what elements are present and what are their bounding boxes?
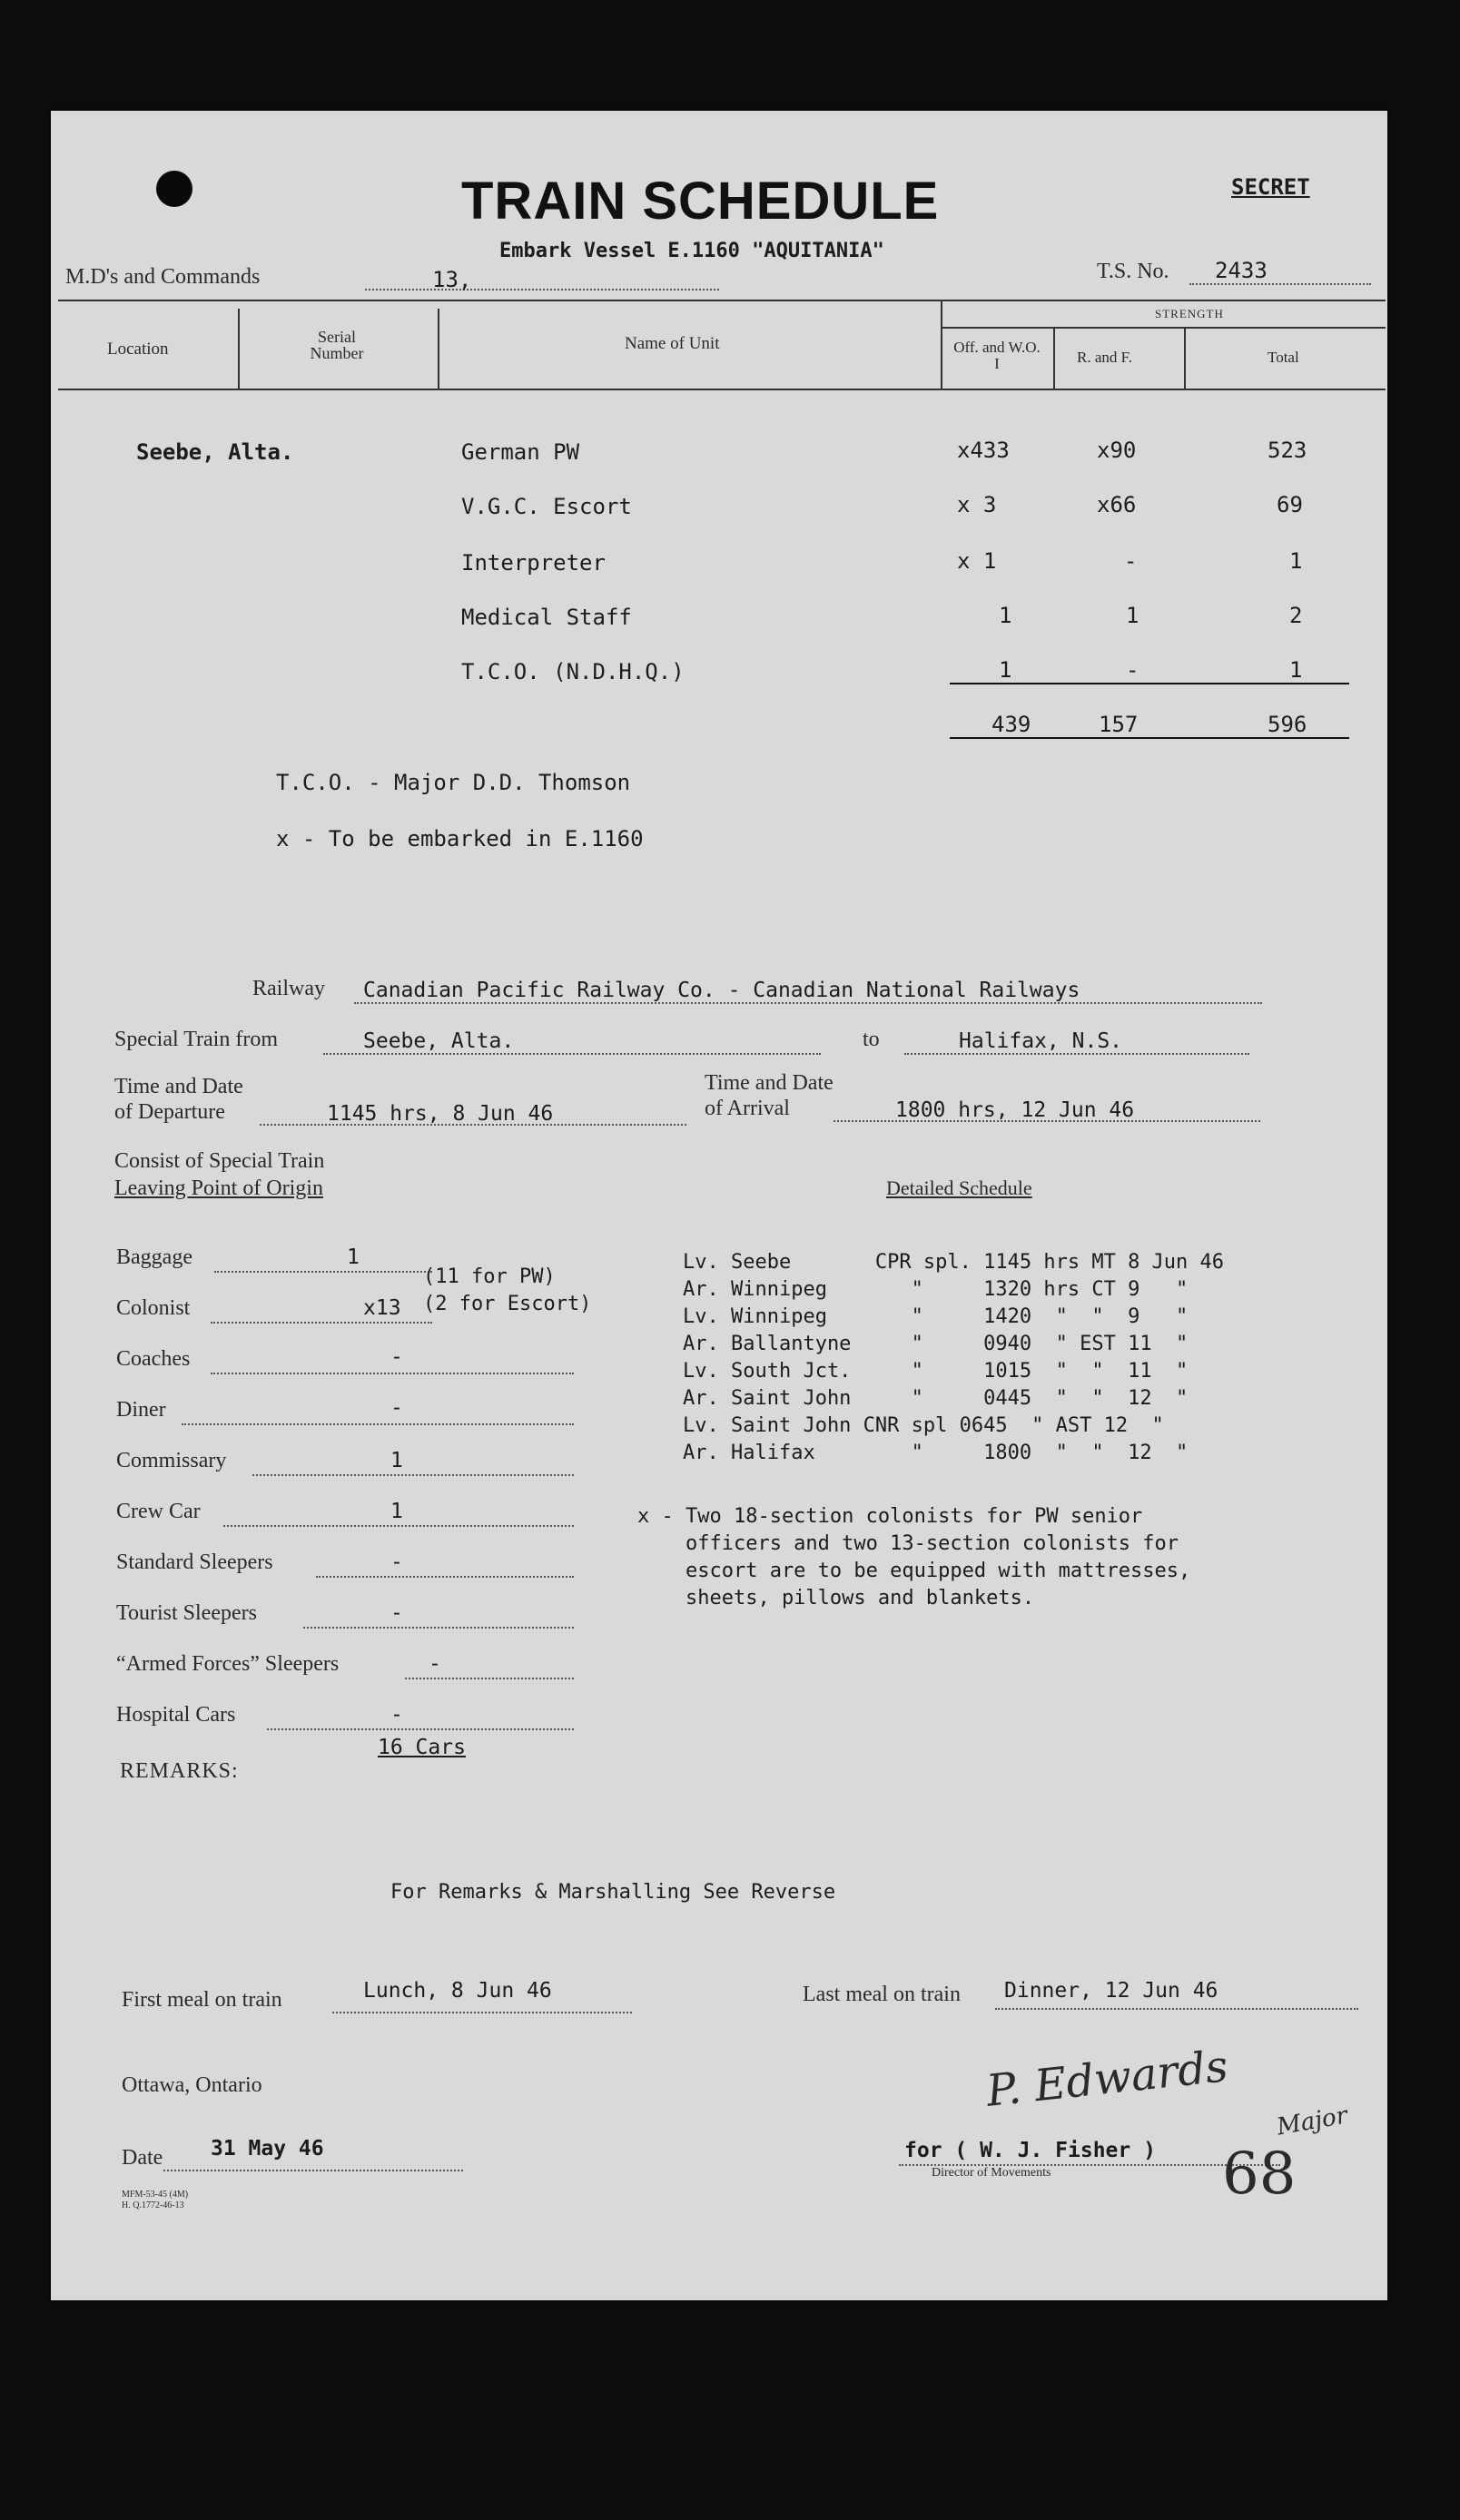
- table-cell: 2: [1289, 603, 1303, 628]
- page-title: TRAIN SCHEDULE: [461, 172, 940, 231]
- to-label: to: [863, 1028, 880, 1051]
- footnote-line: officers and two 13-section colonists for: [637, 1532, 1179, 1555]
- director-title: Director of Movements: [932, 2166, 1051, 2180]
- table-cell: 1: [999, 603, 1012, 628]
- place: Ottawa, Ontario: [122, 2073, 262, 2097]
- signed-for: for ( W. J. Fisher ): [904, 2139, 1156, 2162]
- arr-label-1: Time and Date: [705, 1071, 834, 1095]
- detailed-schedule-label: Detailed Schedule: [886, 1176, 1032, 1199]
- railway-value: Canadian Pacific Railway Co. - Canadian National Railways: [363, 979, 1080, 1002]
- consist-label-1: Consist of Special Train: [114, 1149, 325, 1173]
- first-meal-label: First meal on train: [122, 1988, 282, 2012]
- footnote-line: escort are to be equipped with mattresses,: [637, 1560, 1191, 1582]
- schedule-line: Ar. Winnipeg " 1320 hrs CT 9 ": [683, 1278, 1189, 1301]
- consist-value: 1: [347, 1245, 360, 1269]
- consist-label: Colonist: [116, 1296, 191, 1320]
- total-off: 439: [991, 712, 1031, 737]
- signature-rank: Major: [1274, 2102, 1350, 2141]
- consist-label-2: Leaving Point of Origin: [114, 1176, 323, 1200]
- md-value: 13,: [432, 267, 472, 292]
- arr-value: 1800 hrs, 12 Jun 46: [895, 1098, 1135, 1122]
- last-meal-label: Last meal on train: [803, 1983, 961, 2006]
- consist-value: -: [390, 1396, 403, 1420]
- consist-value: -: [390, 1703, 403, 1727]
- punch-hole: [156, 171, 192, 207]
- railway-label: Railway: [252, 977, 325, 1000]
- table-cell: 1: [1289, 657, 1303, 683]
- consist-label: Baggage: [116, 1245, 192, 1269]
- col-unit: Name of Unit: [625, 334, 720, 353]
- colonist-note: (2 for Escort): [423, 1293, 592, 1315]
- strength-header: STRENGTH: [1155, 307, 1224, 320]
- ts-label: T.S. No.: [1097, 260, 1169, 283]
- footnote-line: x - Two 18-section colonists for PW senior: [637, 1505, 1143, 1528]
- date-label: Date: [122, 2146, 163, 2170]
- schedule-line: Ar. Ballantyne " 0940 " EST 11 ": [683, 1333, 1189, 1355]
- page-number: 68: [1222, 2141, 1297, 2208]
- table-cell: x 3: [957, 492, 997, 517]
- table-cell: 1: [1126, 603, 1139, 628]
- secret-stamp: SECRET: [1231, 174, 1310, 200]
- schedule-line: Ar. Halifax " 1800 " " 12 ": [683, 1442, 1189, 1464]
- from-value: Seebe, Alta.: [363, 1029, 515, 1053]
- consist-label: Coaches: [116, 1347, 191, 1371]
- table-cell: -: [1124, 548, 1138, 574]
- table-cell: x90: [1097, 438, 1137, 463]
- dep-value: 1145 hrs, 8 Jun 46: [327, 1102, 554, 1126]
- table-cell: x433: [957, 438, 1010, 463]
- schedule-line: Lv. Winnipeg " 1420 " " 9 ": [683, 1305, 1189, 1328]
- form-ref: H. Q.1772-46-13: [122, 2200, 184, 2210]
- table-cell: 1: [1289, 548, 1303, 574]
- total-all: 596: [1268, 712, 1307, 737]
- consist-label: Standard Sleepers: [116, 1550, 273, 1574]
- consist-value: x13: [363, 1296, 401, 1320]
- table-row: V.G.C. Escort: [461, 494, 632, 519]
- signature: P. Edwards: [983, 2041, 1231, 2117]
- consist-value: -: [390, 1601, 403, 1625]
- table-cell: 69: [1277, 492, 1303, 517]
- total-rf: 157: [1099, 712, 1139, 737]
- table-cell: x 1: [957, 548, 997, 574]
- consist-value: 1: [390, 1500, 403, 1523]
- table-cell: 1: [999, 657, 1012, 683]
- from-label: Special Train from: [114, 1028, 278, 1051]
- consist-label: “Armed Forces” Sleepers: [116, 1652, 340, 1676]
- schedule-line: Lv. Seebe CPR spl. 1145 hrs MT 8 Jun 46: [683, 1251, 1225, 1274]
- consist-value: 1: [390, 1449, 403, 1472]
- schedule-line: Lv. Saint John CNR spl 0645 " AST 12 ": [683, 1414, 1164, 1437]
- dep-label-1: Time and Date: [114, 1075, 243, 1098]
- consist-value: -: [390, 1345, 403, 1369]
- md-label: M.D's and Commands: [65, 265, 261, 289]
- col-off: Off. and W.O. I: [953, 339, 1041, 372]
- ts-value: 2433: [1215, 258, 1268, 283]
- col-total: Total: [1268, 349, 1299, 366]
- consist-value: -: [390, 1550, 403, 1574]
- to-value: Halifax, N.S.: [959, 1029, 1123, 1053]
- consist-label: Crew Car: [116, 1500, 201, 1523]
- location-value: Seebe, Alta.: [136, 439, 294, 465]
- col-rf: R. and F.: [1077, 349, 1132, 366]
- consist-label: Hospital Cars: [116, 1703, 236, 1727]
- date-value: 31 May 46: [211, 2137, 324, 2161]
- consist-label: Commissary: [116, 1449, 227, 1472]
- arr-label-2: of Arrival: [705, 1097, 790, 1120]
- table-row: German PW: [461, 439, 580, 465]
- remarks-text: For Remarks & Marshalling See Reverse: [390, 1881, 836, 1904]
- total-cars: 16 Cars: [378, 1736, 466, 1759]
- tco-note: T.C.O. - Major D.D. Thomson: [276, 770, 631, 795]
- consist-label: Tourist Sleepers: [116, 1601, 257, 1625]
- dep-label-2: of Departure: [114, 1100, 225, 1124]
- table-cell: -: [1126, 657, 1139, 683]
- colonist-note: (11 for PW): [423, 1265, 556, 1288]
- last-meal-value: Dinner, 12 Jun 46: [1004, 1979, 1218, 2003]
- table-cell: 523: [1268, 438, 1307, 463]
- table-row: Medical Staff: [461, 605, 632, 630]
- schedule-line: Lv. South Jct. " 1015 " " 11 ": [683, 1360, 1189, 1383]
- consist-label: Diner: [116, 1398, 166, 1422]
- consist-value: -: [429, 1652, 441, 1676]
- col-location: Location: [107, 340, 169, 359]
- first-meal-value: Lunch, 8 Jun 46: [363, 1979, 552, 2003]
- embark-note: x - To be embarked in E.1160: [276, 826, 644, 851]
- embark-vessel: Embark Vessel E.1160 "AQUITANIA": [499, 240, 884, 262]
- footnote-line: sheets, pillows and blankets.: [637, 1587, 1035, 1609]
- table-cell: x66: [1097, 492, 1137, 517]
- schedule-line: Ar. Saint John " 0445 " " 12 ": [683, 1387, 1189, 1410]
- remarks-label: REMARKS:: [120, 1759, 239, 1783]
- table-row: Interpreter: [461, 550, 606, 576]
- table-row: T.C.O. (N.D.H.Q.): [461, 659, 685, 684]
- form-ref: MFM-53-45 (4M): [122, 2190, 189, 2200]
- document-page: [51, 111, 1387, 2300]
- col-serial: Serial Number: [310, 328, 364, 362]
